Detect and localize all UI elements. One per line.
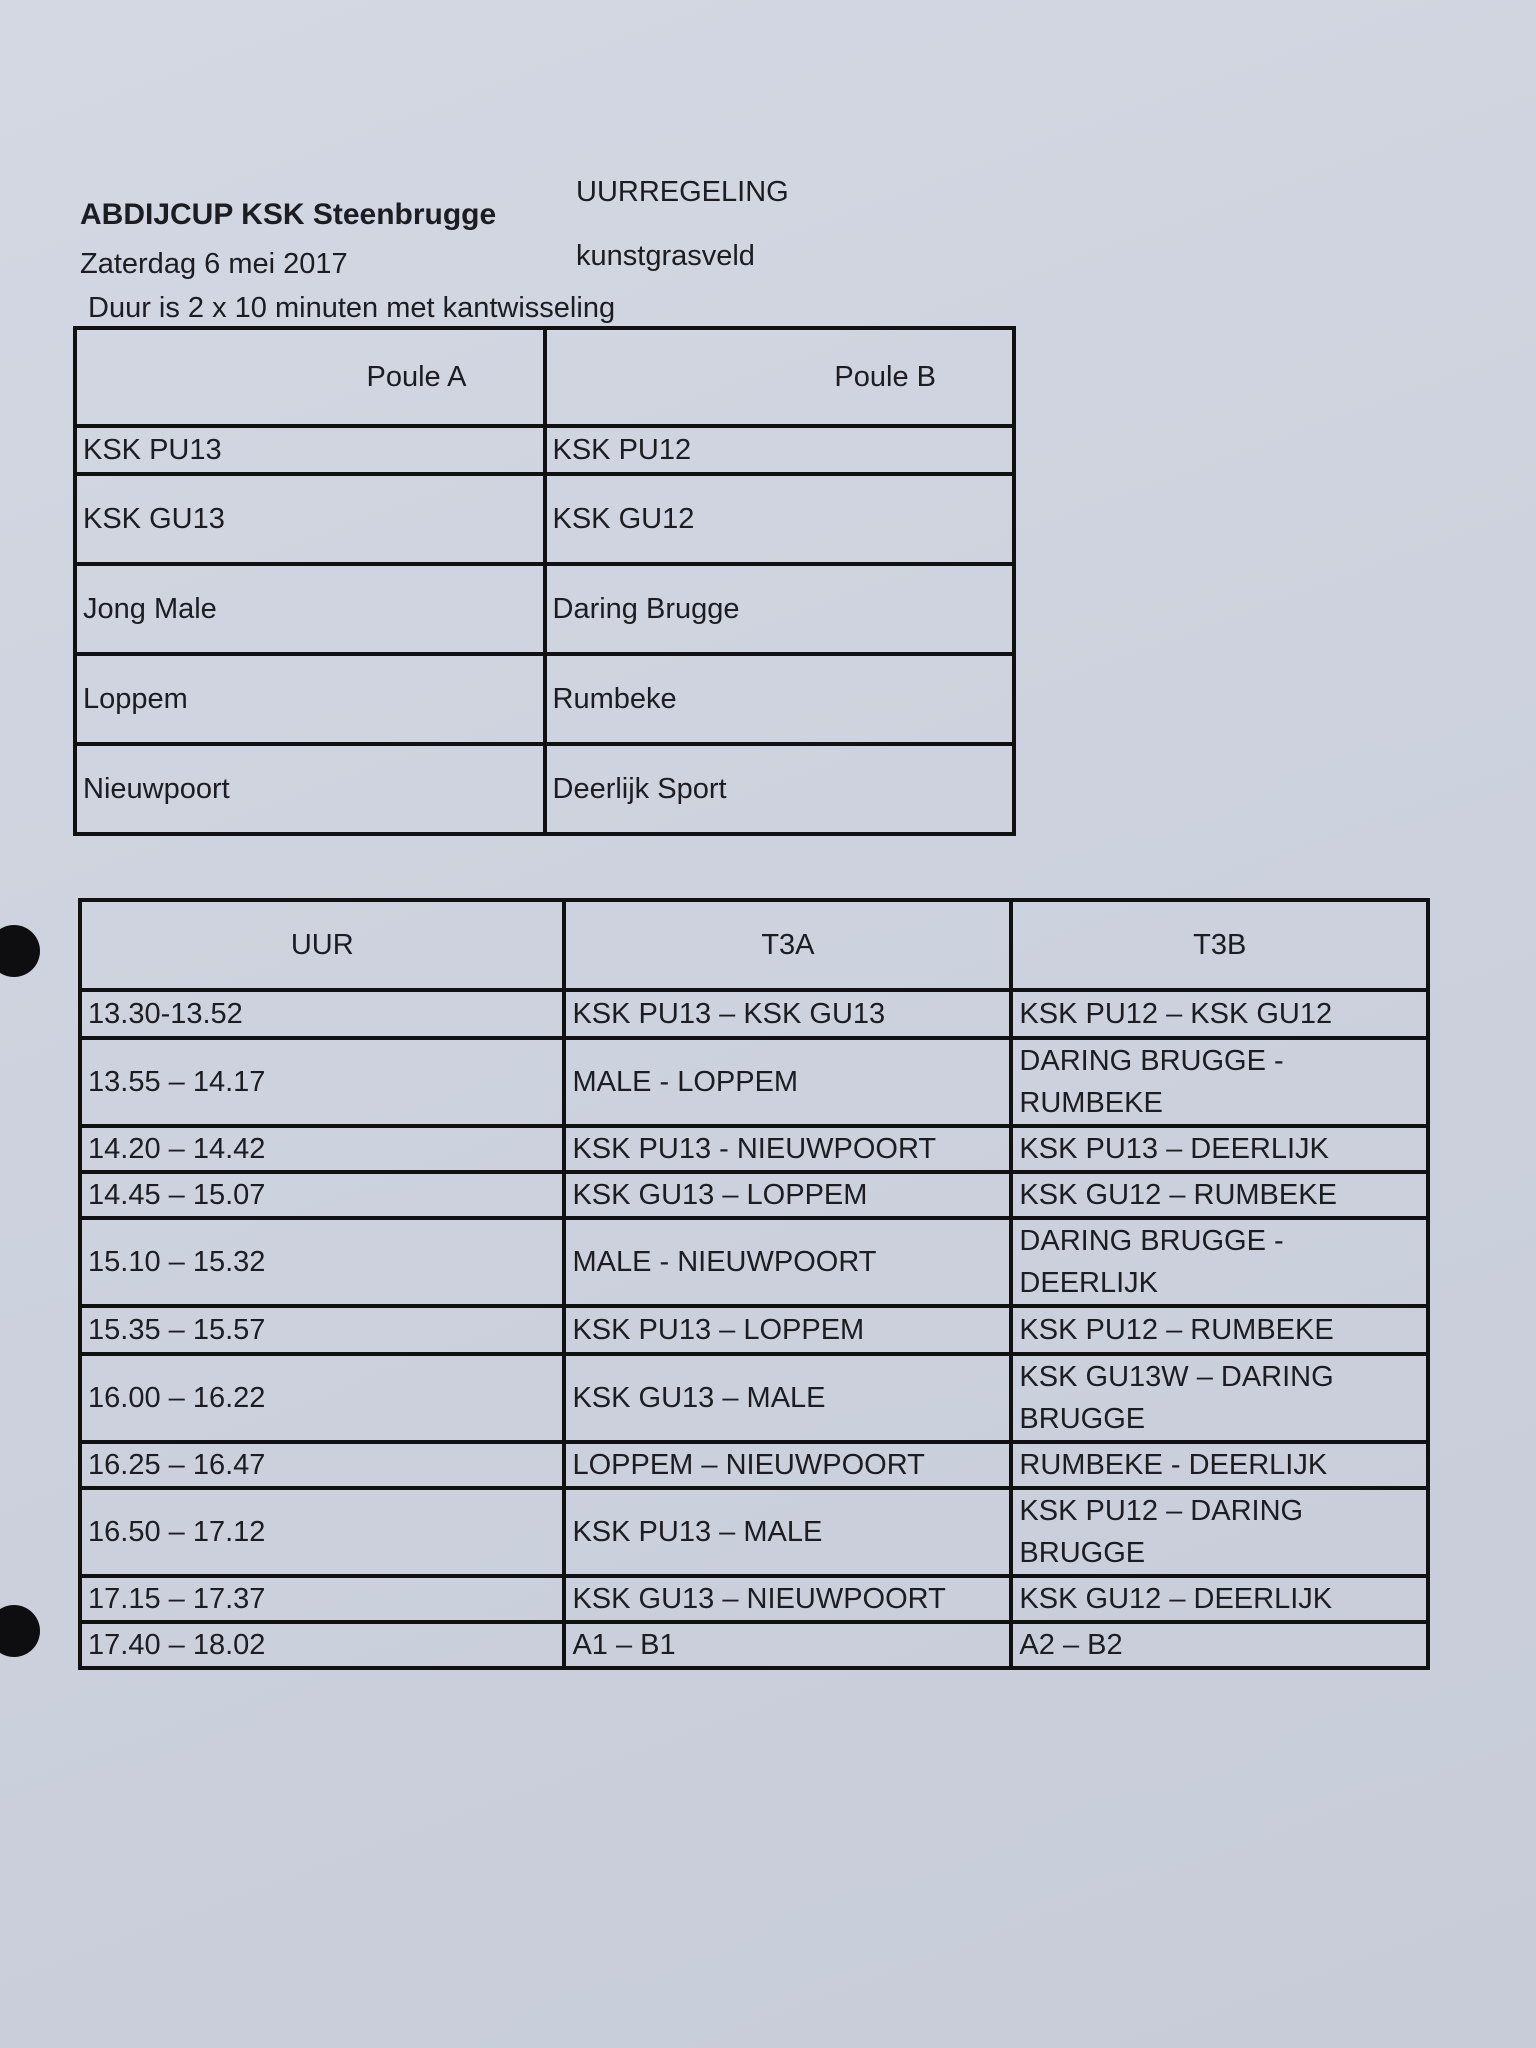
table-row — [75, 426, 1014, 474]
table-row — [80, 1218, 1428, 1306]
time-slot: 13.55 – 14.17 — [80, 1038, 564, 1126]
match-t3a: MALE - LOPPEM — [564, 1038, 1011, 1126]
match-t3b: DARING BRUGGE - DEERLIJK — [1011, 1218, 1428, 1306]
table-row — [75, 474, 1014, 564]
match-t3b: RUMBEKE - DEERLIJK — [1011, 1442, 1428, 1488]
poule-b-team: KSK PU12 — [545, 426, 1015, 474]
table-row — [80, 1576, 1428, 1622]
table-row — [75, 564, 1014, 654]
match-t3a: LOPPEM – NIEUWPOORT — [564, 1442, 1011, 1488]
poule-b-team: Deerlijk Sport — [545, 744, 1015, 834]
poule-a-team: KSK GU13 — [75, 474, 545, 564]
match-duration: Duur is 2 x 10 minuten met kantwisseling — [88, 292, 616, 324]
match-t3b: KSK PU12 – KSK GU12 — [1011, 990, 1428, 1038]
time-slot: 14.20 – 14.42 — [80, 1126, 564, 1172]
match-t3a: KSK PU13 – KSK GU13 — [564, 990, 1011, 1038]
table-row — [80, 1126, 1428, 1172]
match-t3b: KSK PU13 – DEERLIJK — [1011, 1126, 1428, 1172]
match-t3a: A1 – B1 — [564, 1622, 1011, 1668]
punch-hole — [0, 1605, 40, 1657]
time-slot: 13.30-13.52 — [80, 990, 564, 1038]
poule-b-header: Poule B — [545, 328, 1015, 426]
table-row — [75, 744, 1014, 834]
match-t3a: KSK GU13 – NIEUWPOORT — [564, 1576, 1011, 1622]
time-slot: 17.40 – 18.02 — [80, 1622, 564, 1668]
match-t3b: KSK PU12 – DARING BRUGGE — [1011, 1488, 1428, 1576]
punch-hole — [0, 925, 40, 977]
poule-a-team: Loppem — [75, 654, 545, 744]
match-t3a: KSK PU13 - NIEUWPOORT — [564, 1126, 1011, 1172]
match-t3a: KSK PU13 – MALE — [564, 1488, 1011, 1576]
schedule-heading: UURREGELING — [576, 176, 789, 208]
time-slot: 15.10 – 15.32 — [80, 1218, 564, 1306]
table-row — [75, 654, 1014, 744]
match-t3b: KSK GU13W – DARING BRUGGE — [1011, 1354, 1428, 1442]
table-row — [80, 1488, 1428, 1576]
table-row — [80, 1172, 1428, 1218]
schedule-table — [78, 898, 1430, 1670]
schedule-header-row — [80, 900, 1428, 990]
field-t3a-header: T3A — [564, 900, 1011, 990]
time-slot: 16.25 – 16.47 — [80, 1442, 564, 1488]
field-t3b-header: T3B — [1011, 900, 1428, 990]
poule-a-team: Jong Male — [75, 564, 545, 654]
match-t3b: DARING BRUGGE - RUMBEKE — [1011, 1038, 1428, 1126]
time-slot: 15.35 – 15.57 — [80, 1306, 564, 1354]
match-t3a: KSK GU13 – MALE — [564, 1354, 1011, 1442]
poule-a-team: KSK PU13 — [75, 426, 545, 474]
time-slot: 16.00 – 16.22 — [80, 1354, 564, 1442]
match-t3a: KSK GU13 – LOPPEM — [564, 1172, 1011, 1218]
poule-a-team: Nieuwpoort — [75, 744, 545, 834]
table-row — [80, 1622, 1428, 1668]
match-t3a: MALE - NIEUWPOORT — [564, 1218, 1011, 1306]
poule-b-team: Rumbeke — [545, 654, 1015, 744]
match-t3b: KSK PU12 – RUMBEKE — [1011, 1306, 1428, 1354]
table-row — [80, 1306, 1428, 1354]
poule-a-header: Poule A — [75, 328, 545, 426]
time-slot: 17.15 – 17.37 — [80, 1576, 564, 1622]
match-t3b: KSK GU12 – RUMBEKE — [1011, 1172, 1428, 1218]
table-row — [80, 1038, 1428, 1126]
time-slot: 16.50 – 17.12 — [80, 1488, 564, 1576]
table-row — [80, 1442, 1428, 1488]
poule-b-team: KSK GU12 — [545, 474, 1015, 564]
table-row — [80, 990, 1428, 1038]
match-t3b: A2 – B2 — [1011, 1622, 1428, 1668]
table-row — [80, 1354, 1428, 1442]
time-header: UUR — [80, 900, 564, 990]
time-slot: 14.45 – 15.07 — [80, 1172, 564, 1218]
poules-table — [73, 326, 1016, 836]
field-type: kunstgrasveld — [576, 240, 755, 272]
match-t3b: KSK GU12 – DEERLIJK — [1011, 1576, 1428, 1622]
poule-b-team: Daring Brugge — [545, 564, 1015, 654]
document-title: ABDIJCUP KSK Steenbrugge — [80, 198, 497, 231]
match-t3a: KSK PU13 – LOPPEM — [564, 1306, 1011, 1354]
poules-header-row — [75, 328, 1014, 426]
event-date: Zaterdag 6 mei 2017 — [80, 248, 348, 280]
